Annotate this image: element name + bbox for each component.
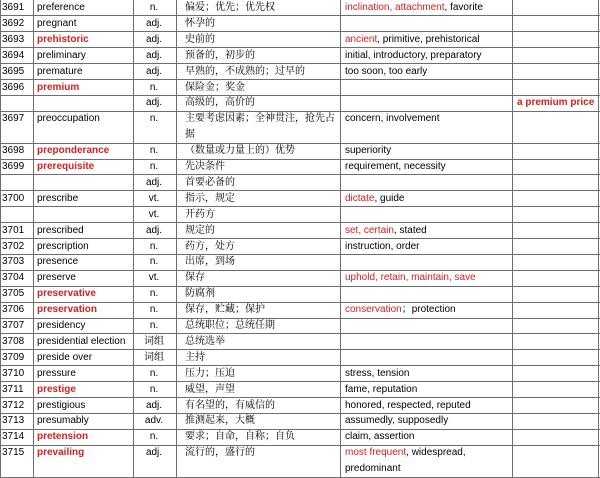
part-of-speech: adj. [145, 17, 163, 29]
part-of-speech: n. [149, 145, 159, 157]
part-of-speech: n. [149, 288, 159, 300]
part-of-speech: n. [149, 431, 159, 443]
table-row [0, 382, 600, 398]
entry-number: 3712 [2, 399, 25, 411]
synonyms [345, 398, 515, 414]
table-row [0, 16, 600, 32]
headword: prescribed [37, 224, 84, 236]
chinese-definition: 指示，规定 [185, 192, 235, 204]
part-of-speech: 词组 [144, 335, 164, 347]
part-of-speech: adj. [145, 65, 163, 77]
synonyms [345, 270, 515, 286]
synonym-text: , [389, 2, 396, 13]
synonym-text: , guide [374, 192, 405, 204]
table-row [0, 239, 600, 255]
synonyms [345, 223, 515, 239]
synonym-text: dictate [345, 192, 375, 204]
entry-number: 3709 [2, 351, 25, 363]
headword: pressure [37, 367, 76, 379]
headword: prerequisite [37, 161, 95, 172]
headword: pregnant [37, 17, 77, 29]
synonym-text: uphold, retain, maintain, save [345, 272, 476, 284]
chinese-definition: 出席，到场 [185, 256, 235, 268]
entry-number: 3704 [2, 272, 25, 284]
headword: preliminary [37, 49, 86, 61]
synonym-text: fame, reputation [345, 383, 418, 395]
table-row [0, 191, 600, 207]
part-of-speech: adj. [145, 224, 163, 236]
synonyms [345, 382, 515, 398]
synonym-text: superiority [345, 145, 392, 157]
table-row [0, 175, 600, 191]
synonym-text: concern, involvement [345, 113, 440, 125]
synonyms [345, 0, 515, 16]
synonyms [345, 445, 515, 477]
headword: preservative [37, 288, 96, 300]
part-of-speech: n. [149, 113, 159, 125]
table-row [0, 207, 600, 223]
chinese-definition: 早熟的，不成熟的；过早的 [185, 65, 305, 77]
table-row [0, 64, 600, 80]
synonyms [345, 429, 515, 445]
table-row [0, 413, 600, 429]
table-row [0, 80, 600, 96]
chinese-definition: 史前的 [185, 33, 215, 45]
table-row [0, 270, 600, 286]
entry-number: 3694 [2, 49, 25, 61]
table-row [0, 398, 600, 414]
entry-number: 3692 [2, 17, 25, 29]
synonyms [345, 413, 515, 429]
synonyms [345, 302, 515, 318]
part-of-speech: n. [149, 161, 159, 172]
table-row [0, 143, 600, 159]
part-of-speech: adj. [145, 447, 163, 459]
part-of-speech: n. [149, 81, 159, 93]
chinese-definition: 防腐剂 [185, 288, 215, 300]
part-of-speech: n. [149, 256, 159, 268]
table-row [0, 159, 600, 175]
chinese-definition: 要求；自命，自称；自负 [185, 431, 295, 443]
synonym-text: honored, respected, reputed [345, 399, 471, 411]
headword: premature [37, 65, 83, 77]
entry-number: 3697 [2, 113, 25, 125]
chinese-definition: 规定的 [185, 224, 215, 236]
headword: prehistoric [37, 33, 89, 45]
synonym-text: claim, assertion [345, 431, 415, 443]
entry-number: 3693 [2, 33, 25, 45]
synonym-text: initial, introductory, preparatory [345, 49, 482, 61]
synonym-text: too soon, too early [345, 65, 428, 77]
entry-number: 3707 [2, 320, 25, 331]
chinese-definition: 主要考虑因素；全神贯注，抢先占据 [185, 113, 335, 141]
entry-number: 3710 [2, 367, 25, 379]
headword: preside over [37, 351, 93, 363]
table-row [0, 95, 600, 111]
headword: preservation [37, 304, 98, 316]
chinese-definition: 先决条件 [185, 161, 225, 172]
chinese-definition: 总统职位；总统任期 [185, 320, 275, 331]
synonyms [345, 48, 515, 64]
entry-number: 3708 [2, 335, 25, 347]
part-of-speech: adj. [145, 176, 163, 188]
synonym-text: , favorite [444, 2, 483, 13]
headword: prestigious [37, 399, 86, 411]
headword: presumably [37, 415, 89, 427]
part-of-speech: n. [149, 383, 159, 395]
table-row [0, 223, 600, 239]
entry-number: 3715 [2, 447, 25, 459]
table-row [0, 366, 600, 382]
synonyms [345, 64, 515, 80]
table-row [0, 286, 600, 302]
headword: preserve [37, 272, 76, 284]
chinese-definition: （数量或力量上的）优势 [185, 145, 295, 157]
part-of-speech: adv. [144, 415, 164, 427]
table-row [0, 111, 600, 143]
chinese-definition: 高级的，高价的 [185, 97, 255, 109]
chinese-definition: 流行的，盛行的 [185, 447, 255, 459]
synonym-text: most frequent [345, 447, 407, 459]
headword: preference [37, 2, 85, 13]
table-row [0, 318, 600, 334]
headword: prescribe [37, 192, 79, 204]
synonym-text: , widespread, predominant [345, 447, 466, 475]
synonym-text: attachment [395, 2, 445, 13]
synonym-text: ancient [345, 33, 378, 45]
synonyms [345, 239, 515, 255]
synonyms [345, 32, 515, 48]
synonyms [345, 191, 515, 207]
part-of-speech: n. [149, 367, 159, 379]
chinese-definition: 药方，处方 [185, 240, 235, 252]
chinese-definition: 推测起来，大概 [185, 415, 255, 427]
entry-number: 3695 [2, 65, 25, 77]
chinese-definition: 首要必备的 [185, 176, 235, 188]
synonyms [345, 159, 515, 175]
part-of-speech: n. [149, 2, 159, 13]
chinese-definition: 有名望的，有威信的 [185, 399, 275, 411]
chinese-definition: 偏爱；优先；优先权 [185, 2, 275, 13]
chinese-definition: 主持 [185, 351, 205, 363]
headword: premium [37, 81, 80, 93]
table-row [0, 0, 600, 16]
table-row [0, 429, 600, 445]
headword: presidency [37, 320, 86, 331]
entry-number: 3711 [2, 383, 24, 395]
table-row [0, 302, 600, 318]
synonym-text: ；protection [401, 304, 456, 316]
synonym-text: conservation [345, 304, 402, 316]
synonym-text: assumedly, supposedly [345, 415, 449, 427]
part-of-speech: n. [149, 320, 159, 331]
entry-number: 3713 [2, 415, 25, 427]
entry-number: 3705 [2, 288, 25, 300]
part-of-speech: adj. [145, 33, 163, 45]
table-row [0, 254, 600, 270]
table-row [0, 350, 600, 366]
part-of-speech: 词组 [144, 351, 164, 363]
part-of-speech: vt. [148, 192, 160, 204]
chinese-definition: 开药方 [185, 208, 215, 220]
headword: preponderance [37, 145, 110, 157]
chinese-definition: 怀孕的 [185, 17, 215, 29]
entry-number: 3703 [2, 256, 25, 268]
part-of-speech: adj. [145, 97, 163, 109]
synonym-text: requirement, necessity [345, 161, 446, 172]
part-of-speech: n. [149, 240, 159, 252]
synonym-text: set, certain [345, 224, 394, 236]
table-row [0, 445, 600, 477]
synonym-text: , stated [393, 224, 427, 236]
headword: pretension [37, 431, 89, 443]
synonyms [345, 366, 515, 382]
synonym-text: stress, tension [345, 367, 410, 379]
row-divider [0, 477, 600, 478]
synonym-text: instruction, order [345, 240, 420, 252]
headword: prestige [37, 383, 76, 395]
chinese-definition: 威望，声望 [185, 383, 235, 395]
entry-number: 3706 [2, 304, 25, 316]
headword: preoccupation [37, 113, 100, 125]
example-phrase: a premium price [517, 97, 595, 109]
part-of-speech: adj. [145, 399, 163, 411]
entry-number: 3691 [2, 2, 25, 13]
table-row [0, 334, 600, 350]
entry-number: 3698 [2, 145, 25, 157]
part-of-speech: vt. [148, 208, 160, 220]
entry-number: 3702 [2, 240, 25, 252]
synonyms [345, 111, 515, 127]
chinese-definition: 总统选举 [185, 335, 225, 347]
headword: presence [37, 256, 79, 268]
chinese-definition: 保存，贮藏；保护 [185, 304, 265, 316]
table-row [0, 32, 600, 48]
headword: prevailing [37, 447, 85, 459]
entry-number: 3701 [2, 224, 25, 236]
synonym-text: inclination [345, 2, 390, 13]
headword: presidential election [37, 335, 126, 347]
part-of-speech: n. [149, 304, 159, 316]
chinese-definition: 保存 [185, 272, 205, 284]
part-of-speech: adj. [145, 49, 163, 61]
entry-number: 3714 [2, 431, 25, 443]
chinese-definition: 保险金；奖金 [185, 81, 245, 93]
entry-number: 3696 [2, 81, 25, 93]
synonyms [345, 143, 515, 159]
chinese-definition: 压力；压迫 [185, 367, 235, 379]
entry-number: 3700 [2, 192, 25, 204]
chinese-definition: 预备的，初步的 [185, 49, 255, 61]
synonym-text: , primitive, prehistorical [377, 33, 480, 45]
headword: prescription [37, 240, 89, 252]
entry-number: 3699 [2, 161, 25, 172]
part-of-speech: vt. [148, 272, 160, 284]
table-row [0, 48, 600, 64]
